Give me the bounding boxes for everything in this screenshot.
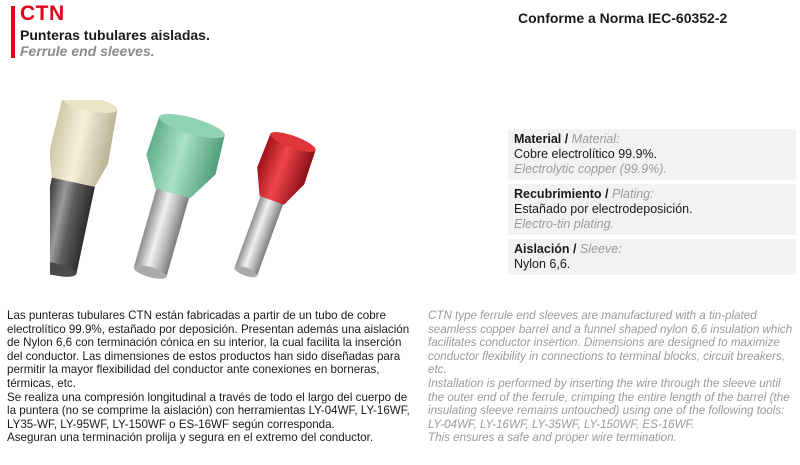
title-english: Ferrule end sleeves. <box>20 43 155 59</box>
property-label: Recubrimiento <box>514 187 602 201</box>
property-label-en: Sleeve: <box>580 242 622 256</box>
red-ferrule <box>221 128 319 284</box>
description-spanish <box>7 309 412 445</box>
green-ferrule <box>114 108 229 286</box>
description-paragraph: Installation is performed by inserting the wire through the sleeve until the outer end of the ferrule, crimping the entire length of the barrel (the insulating sleeve remains untouched) using one of the following tools: LY-04WF, LY-16WF, LY-35WF, LY-150WF, ES-16WF. <box>428 376 790 431</box>
white-ferrule <box>50 100 121 281</box>
property-value: Nylon 6,6. <box>514 257 571 271</box>
product-code: CTN <box>20 2 65 25</box>
property-plating: Recubrimiento / Plating: Estañado por electrodeposición. Electro-tin plating. <box>508 184 796 235</box>
standard-compliance: Conforme a Norma IEC-60352-2 <box>518 10 728 26</box>
property-value-en: Electrolytic copper (99.9%). <box>514 162 667 176</box>
property-label-en: Plating: <box>611 187 654 201</box>
properties-panel <box>508 129 796 279</box>
property-value: Cobre electrolítico 99.9%. <box>514 147 658 161</box>
ferrule-product-photo <box>50 100 350 290</box>
title-spanish: Punteras tubulares aisladas. <box>20 27 210 43</box>
description-paragraph: This ensures a safe and proper wire termination. <box>428 431 677 445</box>
property-label: Aislación <box>514 242 570 256</box>
description-paragraph: Aseguran una terminación prolija y segura en el extremo del conductor. <box>7 431 374 445</box>
property-value: Estañado por electrodeposición. <box>514 202 693 216</box>
accent-bar <box>11 6 15 58</box>
property-label: Material <box>514 132 562 146</box>
description-paragraph: Las punteras tubulares CTN están fabricadas a partir de un tubo de cobre electrolítico 99.9%, estañado por deposición. Presentan además una aislación de Nylon 6,6 con terminación cónica en su interior, la cual facilita la inserción del conductor. Las dimensiones de estos productos han sido diseñadas para permitir la mayor flexibilidad del conductor ante conexiones en borneras, térmicas, etc. <box>7 309 410 390</box>
property-sleeve: Aislación / Sleeve: Nylon 6,6. <box>508 239 796 275</box>
property-value-en: Electro-tin plating. <box>514 217 615 231</box>
property-material: Material / Material: Cobre electrolítico 99.9%. Electrolytic copper (99.9%). <box>508 129 796 180</box>
property-label-en: Material: <box>571 132 620 146</box>
description-paragraph: Se realiza una compresión longitudinal a través de todo el largo del cuerpo de la puntera (no se comprime la aislación) con herramientas LY-04WF, LY-16WF, LY35-WF, LY-95WF, LY-150WF o ES-16WF según corresponda. <box>7 390 410 431</box>
description-paragraph: CTN type ferrule end sleeves are manufactured with a tin-plated seamless copper barrel and a funnel shaped nylon 6,6 insulation which facilitates conductor insertion. Dimensions are designed to maximize conductor flexibility in connections to terminal blocks, circuit breakers, etc. <box>428 309 793 377</box>
description-english <box>428 309 798 445</box>
